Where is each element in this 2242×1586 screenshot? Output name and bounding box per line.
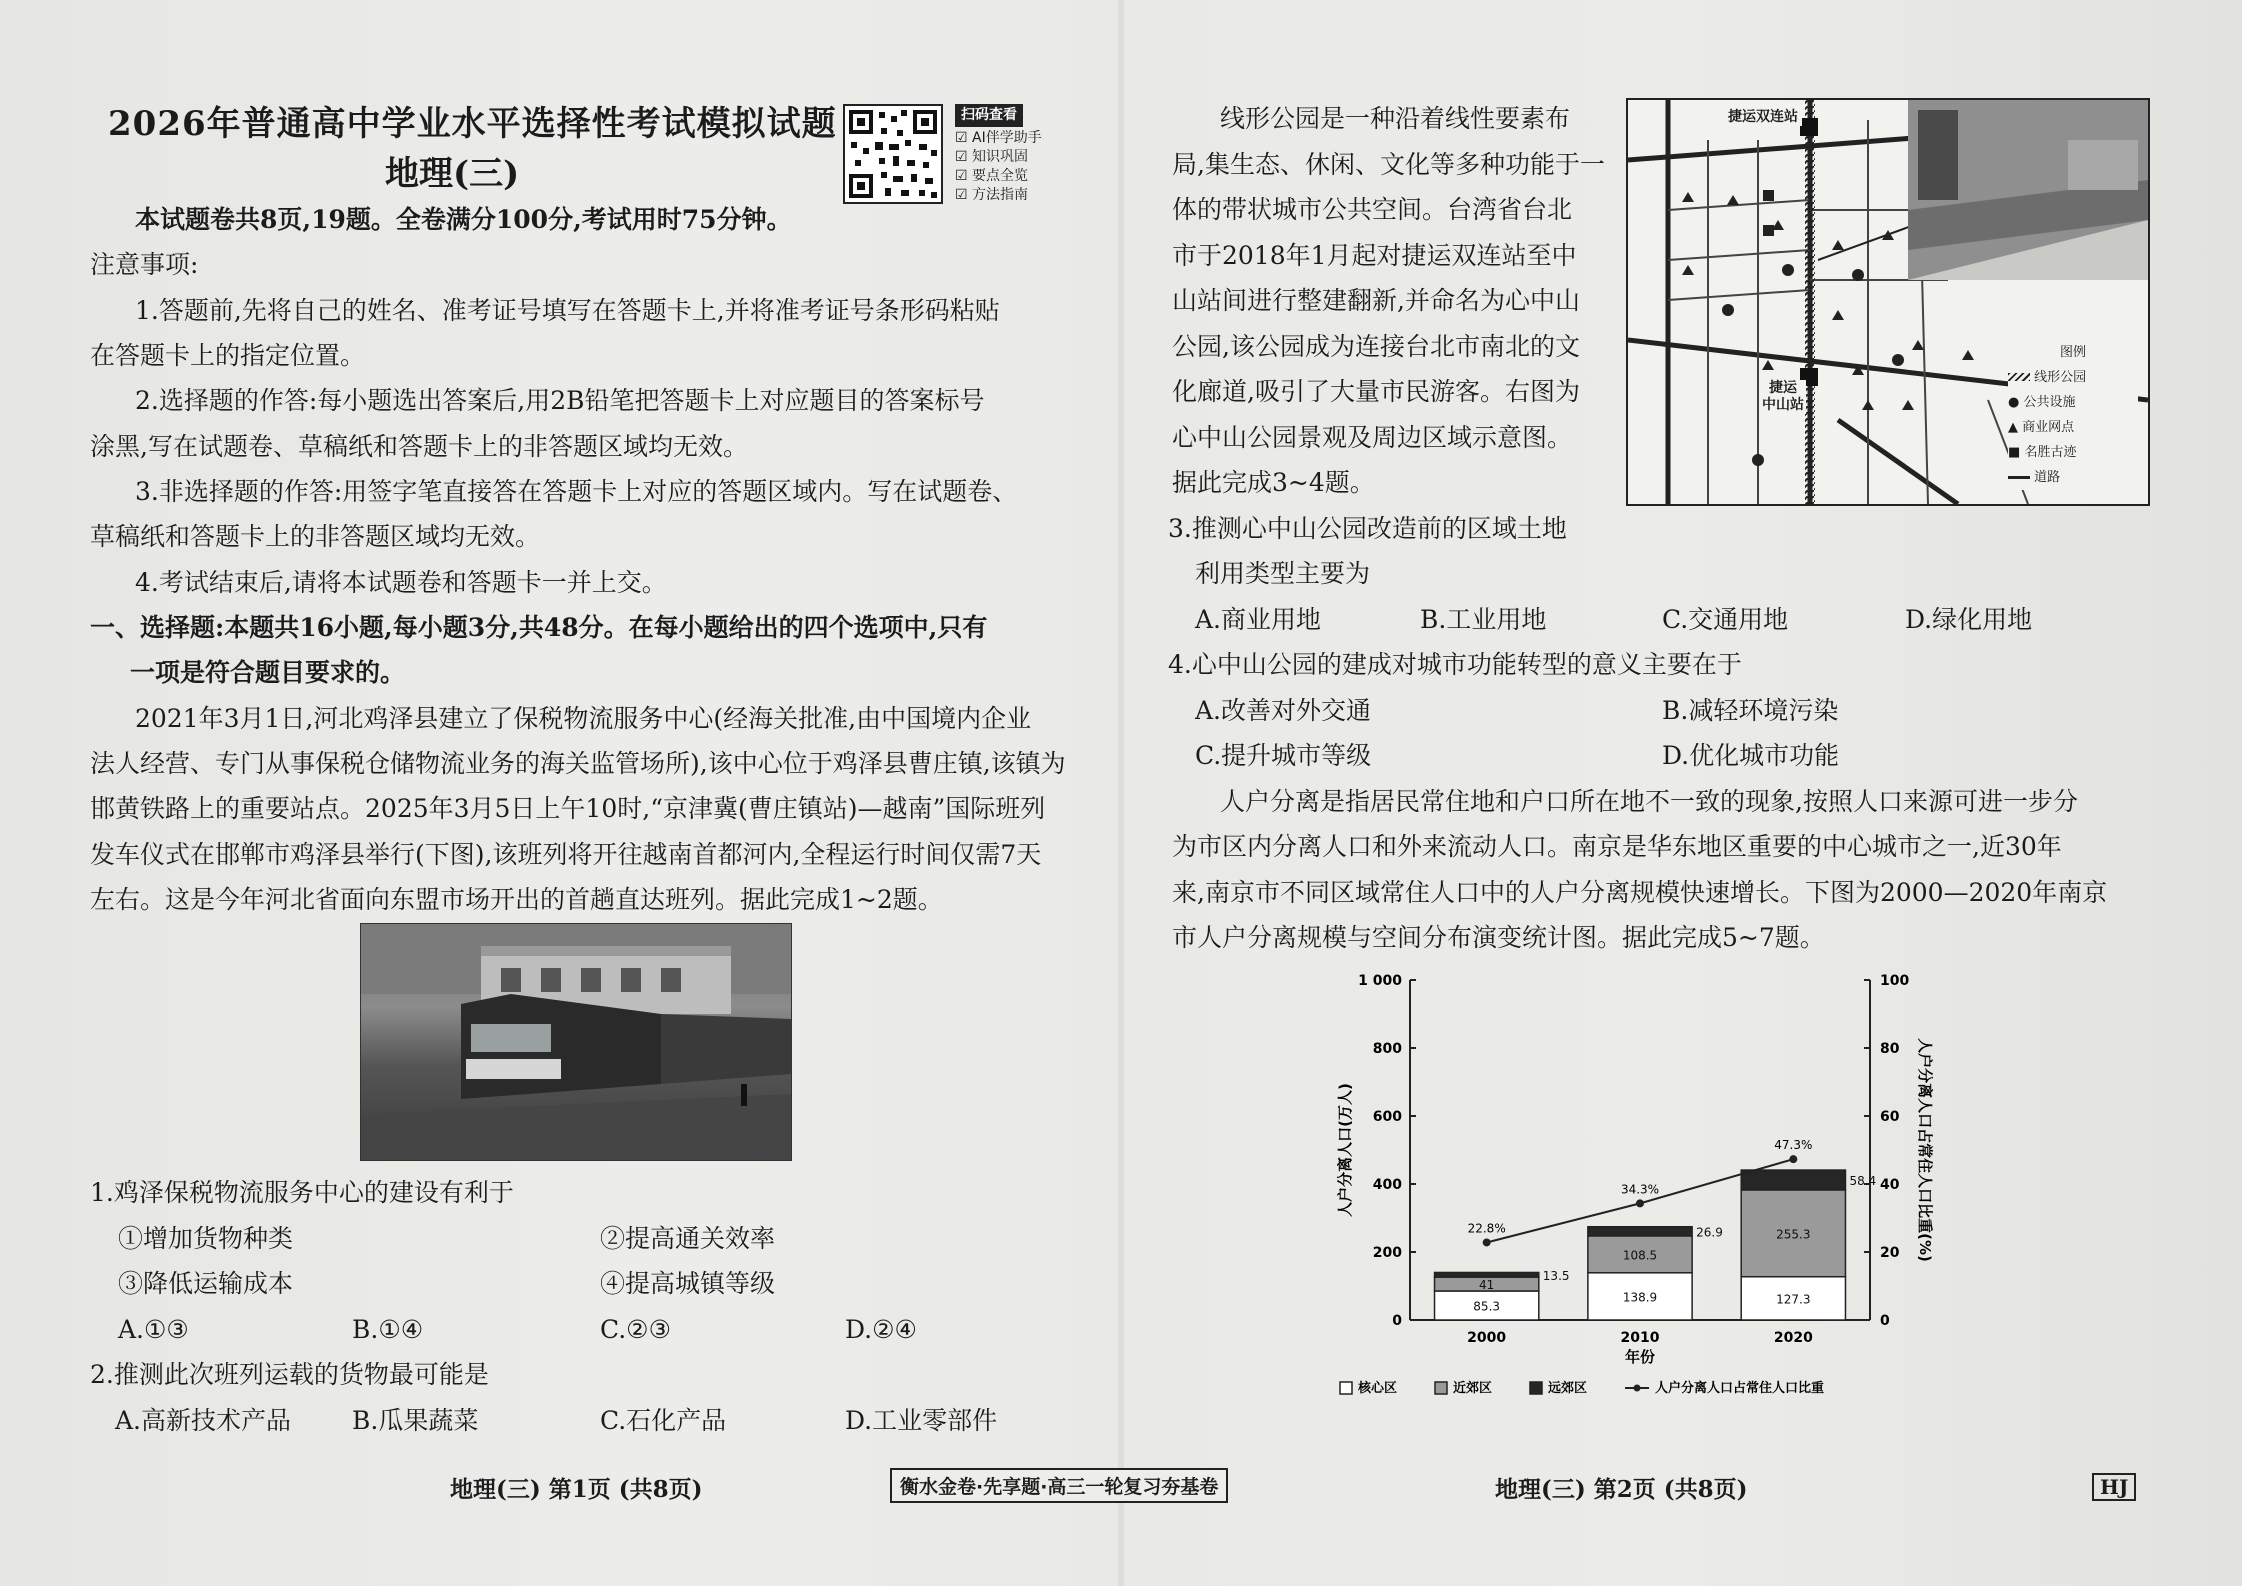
passage-line: 发车仪式在邯郸市鸡泽县举行(下图),该班列将开往越南首都河内,全程运行时间仅需7天 bbox=[90, 840, 1042, 869]
bar-value-label: 108.5 bbox=[1622, 1248, 1658, 1263]
y2-tick-label: 0 bbox=[1880, 1313, 1890, 1329]
exam-intro: 本试题卷共8页,19题。全卷满分100分,考试用时75分钟。 bbox=[135, 205, 792, 234]
y-tick-label: 200 bbox=[1372, 1245, 1402, 1261]
legend-label: 远郊区 bbox=[1548, 1381, 1588, 1396]
q4-option-d[interactable]: D.优化城市功能 bbox=[1662, 741, 1840, 770]
notice-line: 4.考试结束后,请将本试题卷和答题卡一并上交。 bbox=[135, 568, 667, 597]
bar-value-label: 41 bbox=[1479, 1278, 1495, 1293]
qr-item: ☑ 知识巩固 bbox=[955, 149, 1029, 165]
q4-stem: 4.心中山公园的建成对城市功能转型的意义主要在于 bbox=[1168, 650, 1742, 679]
bar-segment-2 bbox=[1435, 1272, 1539, 1277]
ratio-label: 47.3% bbox=[1774, 1138, 1813, 1153]
circle-icon: ● bbox=[2008, 395, 2020, 410]
legend-item-park: 线形公园 bbox=[2008, 365, 2138, 390]
q1-option-b[interactable]: B.①④ bbox=[352, 1315, 424, 1344]
q3-option-a[interactable]: A.商业用地 bbox=[1195, 605, 1322, 634]
q1-statement: ④提高城镇等级 bbox=[600, 1269, 776, 1298]
qr-item: ☑ AI伴学助手 bbox=[955, 130, 1042, 146]
bar-value-label: 85.3 bbox=[1473, 1299, 1501, 1314]
q1-statement: ①增加货物种类 bbox=[118, 1224, 294, 1253]
q3-option-c[interactable]: C.交通用地 bbox=[1662, 605, 1789, 634]
hj-mark: HJ bbox=[2092, 1473, 2136, 1501]
passage-line: 法人经营、专门从事保税仓储物流业务的海关监管场所),该中心位于鸡泽县曹庄镇,该镇为 bbox=[90, 749, 1066, 778]
passage-line: 局,集生态、休闲、文化等多种功能于一 bbox=[1172, 150, 1605, 179]
bar-value-label: 138.9 bbox=[1622, 1290, 1658, 1305]
passage-line: 左右。这是今年河北省面向东盟市场开出的首趟直达班列。据此完成1~2题。 bbox=[90, 885, 943, 914]
map-legend bbox=[2008, 340, 2138, 490]
ratio-point bbox=[1483, 1238, 1491, 1246]
q2-option-b[interactable]: B.瓜果蔬菜 bbox=[352, 1406, 479, 1435]
q2-option-a[interactable]: A.高新技术产品 bbox=[115, 1406, 292, 1435]
series-badge: 衡水金卷·先享题·高三一轮复习夯基卷 bbox=[890, 1468, 1228, 1503]
hatch-icon bbox=[2008, 373, 2030, 381]
q4-option-a[interactable]: A.改善对外交通 bbox=[1195, 696, 1372, 725]
legend-line-dot bbox=[1634, 1385, 1641, 1392]
passage-line: 为市区内分离人口和外来流动人口。南京是华东地区重要的中心城市之一,近30年 bbox=[1172, 832, 2062, 861]
legend-title: 图例 bbox=[2059, 345, 2086, 360]
map-label-zhongshan: 捷运 中山站 bbox=[1762, 380, 1804, 413]
notice-title: 注意事项: bbox=[90, 250, 199, 279]
qr-badge-header: 扫码查看 bbox=[955, 104, 1023, 127]
passage-line: 人户分离是指居民常住地和户口所在地不一致的现象,按照人口来源可进一步分 bbox=[1220, 787, 2078, 816]
passage-line: 化廊道,吸引了大量市民游客。右图为 bbox=[1172, 377, 1580, 406]
qr-item: ☑ 要点全览 bbox=[955, 168, 1029, 184]
notice-line: 1.答题前,先将自己的姓名、准考证号填写在答题卡上,并将准考证号条形码粘贴 bbox=[135, 296, 1000, 325]
ratio-point bbox=[1789, 1155, 1797, 1163]
bar-value-label: 26.9 bbox=[1696, 1225, 1723, 1240]
legend-label: 近郊区 bbox=[1453, 1381, 1493, 1396]
qr-badge bbox=[955, 104, 1042, 205]
q2-stem: 2.推测此次班列运载的货物最可能是 bbox=[90, 1360, 489, 1389]
y2-tick-label: 100 bbox=[1880, 973, 1910, 989]
legend-item-commerce: ▲ 商业网点 bbox=[2008, 420, 2075, 435]
chart-xlabel: 年份 bbox=[1624, 1348, 1656, 1366]
legend-swatch-1 bbox=[1435, 1382, 1447, 1394]
passage-line: 公园,该公园成为连接台北市南北的文 bbox=[1172, 332, 1580, 361]
legend-item-road: 道路 bbox=[2008, 465, 2138, 490]
q1-option-d[interactable]: D.②④ bbox=[845, 1315, 917, 1344]
y2-tick-label: 80 bbox=[1880, 1041, 1900, 1057]
q2-option-d[interactable]: D.工业零部件 bbox=[845, 1406, 998, 1435]
q3-option-d[interactable]: D.绿化用地 bbox=[1905, 605, 2033, 634]
legend-swatch-0 bbox=[1340, 1382, 1352, 1394]
ratio-point bbox=[1636, 1199, 1644, 1207]
section-heading: 一、选择题:本题共16小题,每小题3分,共48分。在每小题给出的四个选项中,只有 bbox=[90, 613, 988, 642]
bar-segment-2 bbox=[1741, 1170, 1845, 1190]
y-tick-label: 800 bbox=[1372, 1041, 1402, 1057]
passage-line: 据此完成3~4题。 bbox=[1172, 468, 1375, 497]
q1-option-a[interactable]: A.①③ bbox=[118, 1315, 189, 1344]
y2-tick-label: 20 bbox=[1880, 1245, 1900, 1261]
q1-statement: ③降低运输成本 bbox=[118, 1269, 294, 1298]
q1-stem: 1.鸡泽保税物流服务中心的建设有利于 bbox=[90, 1178, 514, 1207]
qr-item: ☑ 方法指南 bbox=[955, 187, 1029, 203]
passage-line: 2021年3月1日,河北鸡泽县建立了保税物流服务中心(经海关批准,由中国境内企业 bbox=[135, 704, 1032, 733]
x-tick-label: 2020 bbox=[1773, 1330, 1813, 1346]
qr-code-icon[interactable] bbox=[843, 104, 943, 204]
passage-line: 来,南京市不同区域常住人口中的人户分离规模快速增长。下图为2000—2020年南京 bbox=[1172, 878, 2108, 907]
ratio-label: 22.8% bbox=[1467, 1221, 1506, 1236]
notice-line: 涂黑,写在试题卷、草稿纸和答题卡上的非答题区域均无效。 bbox=[90, 432, 748, 461]
legend-swatch-2 bbox=[1530, 1382, 1542, 1394]
y-tick-label: 1 000 bbox=[1358, 973, 1402, 989]
passage-line: 线形公园是一种沿着线性要素布 bbox=[1220, 104, 1571, 133]
notice-line: 3.非选择题的作答:用签字笔直接答在答题卡上对应的答题区域内。写在试题卷、 bbox=[135, 477, 1018, 506]
y2-tick-label: 40 bbox=[1880, 1177, 1900, 1193]
q2-option-c[interactable]: C.石化产品 bbox=[600, 1406, 727, 1435]
page-footer-right: 地理(三) 第2页 (共8页) bbox=[1495, 1476, 1748, 1503]
legend-label: 人户分离人口占常住人口比重 bbox=[1655, 1381, 1825, 1396]
chart-y2label: 人户分离人口占常住人口比重(%) bbox=[1916, 1038, 1934, 1262]
y-tick-label: 0 bbox=[1392, 1313, 1402, 1329]
q3-stem: 3.推测心中山公园改造前的区域土地 bbox=[1168, 514, 1567, 543]
square-icon: ■ bbox=[2008, 445, 2021, 460]
legend-item-public: ● 公共设施 bbox=[2008, 395, 2076, 410]
road-icon bbox=[2008, 476, 2030, 479]
x-tick-label: 2010 bbox=[1620, 1330, 1660, 1346]
exam-subtitle: 地理(三) bbox=[385, 154, 520, 194]
page-footer-left: 地理(三) 第1页 (共8页) bbox=[450, 1476, 703, 1503]
exam-title: 2026年普通高中学业水平选择性考试模拟试题 bbox=[108, 104, 837, 144]
q4-option-c[interactable]: C.提升城市等级 bbox=[1195, 741, 1372, 770]
chart-ylabel: 人户分离人口(万人) bbox=[1336, 1083, 1354, 1217]
notice-line: 在答题卡上的指定位置。 bbox=[90, 341, 366, 370]
y2-tick-label: 60 bbox=[1880, 1109, 1900, 1125]
bar-value-label: 127.3 bbox=[1776, 1292, 1811, 1307]
legend-label: 核心区 bbox=[1358, 1381, 1398, 1396]
y-tick-label: 600 bbox=[1372, 1109, 1402, 1125]
bar-segment-2 bbox=[1588, 1227, 1692, 1236]
ratio-label: 34.3% bbox=[1620, 1182, 1660, 1197]
y-tick-label: 400 bbox=[1372, 1177, 1402, 1193]
q1-option-c[interactable]: C.②③ bbox=[600, 1315, 672, 1344]
bar-value-label: 58.4 bbox=[1849, 1173, 1877, 1188]
passage-line: 体的带状城市公共空间。台湾省台北 bbox=[1172, 195, 1573, 224]
section-heading-cont: 一项是符合题目要求的。 bbox=[130, 658, 406, 687]
passage-line: 邯黄铁路上的重要站点。2025年3月5日上午10时,“京津冀(曹庄镇站)—越南”国际班列 bbox=[90, 794, 1046, 823]
passage-line: 心中山公园景观及周边区域示意图。 bbox=[1172, 423, 1573, 452]
triangle-icon: ▲ bbox=[2008, 420, 2018, 435]
bar-value-label: 255.3 bbox=[1776, 1227, 1811, 1242]
q1-statement: ②提高通关效率 bbox=[600, 1224, 776, 1253]
legend-item-site: ■ 名胜古迹 bbox=[2008, 445, 2077, 460]
page-fold bbox=[1118, 0, 1124, 1586]
bar-value-label: 13.5 bbox=[1542, 1268, 1570, 1283]
household-separation-chart bbox=[1300, 960, 1940, 1410]
x-tick-label: 2000 bbox=[1467, 1330, 1507, 1346]
map-label-shuanglian: 捷运双连站 bbox=[1724, 106, 1802, 126]
notice-line: 2.选择题的作答:每小题选出答案后,用2B铅笔把答题卡上对应题目的答案标号 bbox=[135, 386, 985, 415]
q3-option-b[interactable]: B.工业用地 bbox=[1420, 605, 1547, 634]
park-map bbox=[1626, 98, 2150, 506]
passage-line: 山站间进行整建翻新,并命名为心中山 bbox=[1172, 286, 1580, 315]
train-photo bbox=[360, 923, 792, 1161]
passage-line: 市于2018年1月起对捷运双连站至中 bbox=[1172, 241, 1577, 270]
q3-stem-cont: 利用类型主要为 bbox=[1195, 559, 1371, 588]
passage-line: 市人户分离规模与空间分布演变统计图。据此完成5~7题。 bbox=[1172, 923, 1825, 952]
notice-line: 草稿纸和答题卡上的非答题区域均无效。 bbox=[90, 522, 541, 551]
q4-option-b[interactable]: B.减轻环境污染 bbox=[1662, 696, 1839, 725]
